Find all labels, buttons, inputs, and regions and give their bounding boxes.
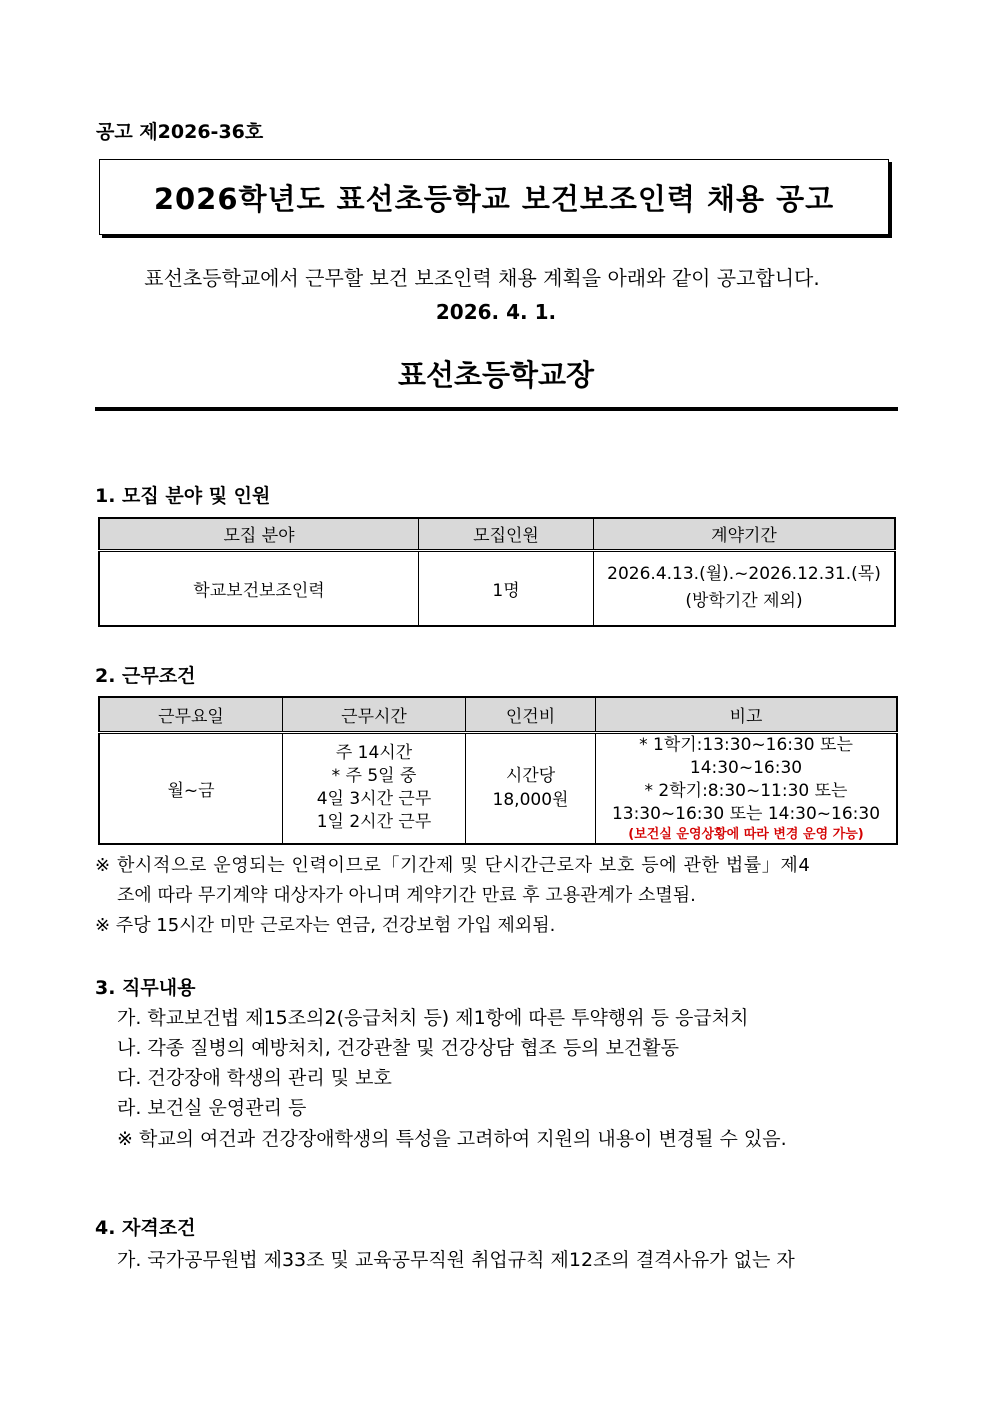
cell-hours	[283, 732, 466, 844]
note-line: ※ 주당 15시간 미만 근로자는 연금, 건강보험 가입 제외됨.	[95, 915, 556, 936]
divider	[95, 407, 898, 411]
col-period: 계약기간	[594, 518, 896, 550]
intro-text: 표선초등학교에서 근무할 보건 보조인력 채용 계획을 아래와 같이 공고합니다.	[144, 266, 820, 290]
cell-pay	[466, 732, 596, 844]
cell-count: 1명	[419, 550, 594, 626]
work-table	[98, 696, 898, 845]
duty-item: 가. 학교보건법 제15조의2(응급처치 등) 제1항에 따른 투약행위 등 응급처치	[117, 1007, 749, 1029]
cell-days: 월~금	[99, 732, 283, 844]
col-days: 근무요일	[99, 697, 283, 732]
hours-line: 1일 2시간 근무	[316, 812, 432, 833]
note-line: 조에 따라 무기계약 대상자가 아니며 계약기간 만료 후 고용관계가 소멸됨.	[117, 885, 696, 906]
remark-line: * 2학기:8:30~11:30 또는	[644, 780, 848, 801]
remark-red: (보건실 운영상황에 따라 변경 운영 가능)	[628, 826, 864, 842]
remark-line: 13:30~16:30 또는 14:30~16:30	[611, 803, 881, 824]
principal-name: 표선초등학교장	[397, 358, 595, 392]
section2-heading: 2. 근무조건	[95, 665, 196, 687]
duty-item: 다. 건강장애 학생의 관리 및 보호	[117, 1067, 392, 1089]
section4-heading: 4. 자격조건	[95, 1217, 196, 1239]
duty-item: 나. 각종 질병의 예방처치, 건강관찰 및 건강상담 협조 등의 보건활동	[117, 1037, 679, 1059]
period-line2: (방학기간 제외)	[685, 591, 803, 612]
table-row	[99, 732, 897, 844]
table-row	[99, 550, 895, 626]
cell-field: 학교보건보조인력	[99, 550, 419, 626]
pay-line: 18,000원	[492, 790, 569, 811]
section3-heading: 3. 직무내용	[95, 977, 196, 999]
remark-line: 14:30~16:30	[689, 757, 803, 778]
hours-line: 주 14시간	[335, 743, 413, 764]
col-field: 모집 분야	[99, 518, 419, 550]
col-remarks: 비고	[596, 697, 898, 732]
hours-line: * 주 5일 중	[331, 766, 417, 787]
remark-line: * 1학기:13:30~16:30 또는	[639, 734, 853, 755]
hours-line: 4일 3시간 근무	[316, 789, 432, 810]
title-box	[99, 159, 889, 235]
notice-number: 공고 제2026-36호	[96, 121, 264, 143]
cell-remarks	[596, 732, 898, 844]
col-count: 모집인원	[419, 518, 594, 550]
duty-item: 라. 보건실 운영관리 등	[117, 1097, 307, 1119]
cell-period	[594, 550, 896, 626]
qualification-item: 가. 국가공무원법 제33조 및 교육공무직원 취업규칙 제12조의 결격사유가 없는 자	[117, 1249, 795, 1271]
recruit-table	[98, 517, 896, 627]
notice-date: 2026. 4. 1.	[435, 300, 557, 324]
period-line1: 2026.4.13.(월).~2026.12.31.(목)	[607, 564, 881, 585]
pay-line: 시간당	[505, 766, 556, 787]
note-line: ※ 한시적으로 운영되는 인력이므로「기간제 및 단시간근로자 보호 등에 관한 법률」제4	[95, 855, 811, 876]
section1-heading: 1. 모집 분야 및 인원	[95, 485, 271, 507]
duty-note: ※ 학교의 여건과 건강장애학생의 특성을 고려하여 지원의 내용이 변경될 수 있음.	[117, 1128, 787, 1150]
col-pay: 인건비	[466, 697, 596, 732]
col-hours: 근무시간	[283, 697, 466, 732]
page-title: 2026학년도 표선초등학교 보건보조인력 채용 공고	[153, 181, 835, 216]
